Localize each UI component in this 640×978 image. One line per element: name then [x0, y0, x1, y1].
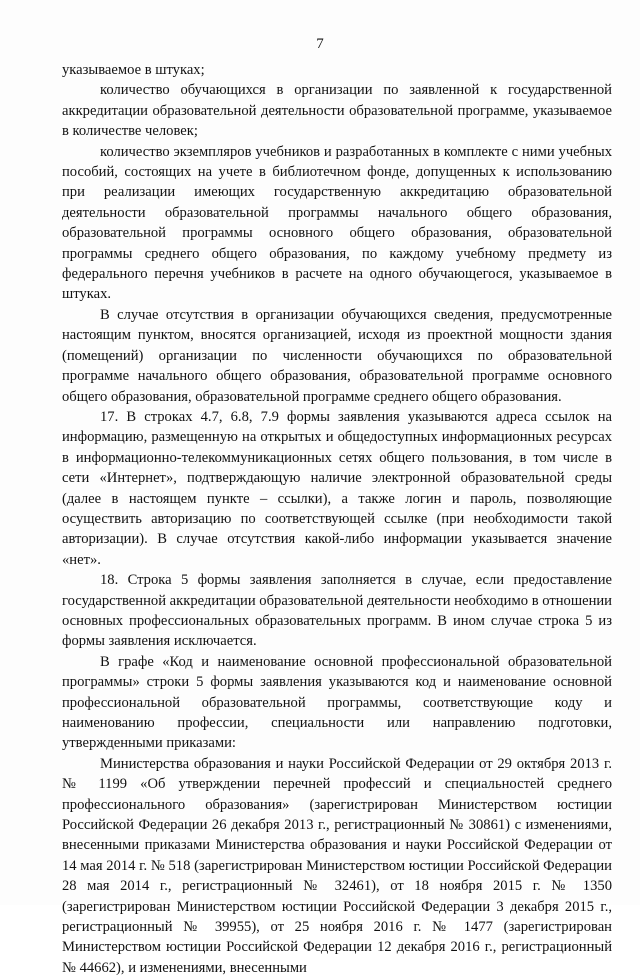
paragraph-continuation: указываемое в штуках;	[62, 62, 205, 78]
document-body	[62, 60, 612, 978]
paragraph-students-count: количество обучающихся в организации по заявленной к государственной аккредитации образовательной деятельности образовательной программе, указываемое в количестве человек;	[62, 82, 612, 140]
paragraph-no-students: В случае отсутствия в организации обучающихся сведения, предусмотренные настоящим пунктом, вносятся организацией, исходя из проектной мощности здания (помещений) организации по численности обучающихся по образовательной программе начального общего образования, образовательной программе основного общего образования, образовательной программе среднего общего образования.	[62, 306, 612, 405]
paragraph-item-18: 18. Строка 5 формы заявления заполняется в случае, если предоставление государственной аккредитации образовательной деятельности необходимо в отношении основных профессиональных образовательных программ. В ином случае строка 5 из формы заявления исключается.	[62, 572, 612, 650]
paragraph-ministry-order: Министерства образования и науки Российской Федерации от 29 октября 2013 г. № 1199 «Об утверждении перечней профессий и специальностей среднего профессионального образования» (зарегистрирован Министерством юстиции Российской Федерации 26 декабря 2013 г., регистрационный № 30861) с изменениями, внесенными приказами Министерства образования и науки Российской Федерации от 14 мая 2014 г. № 518 (зарегистрирован Министерством юстиции Российской Федерации 28 мая 2014 г., регистрационный № 32461), от 18 ноября 2015 г. № 1350 (зарегистрирован Министерством юстиции Российской Федерации 3 декабря 2015 г., регистрационный № 39955), от 25 ноября 2016 г. № 1477 (зарегистрирован Министерством юстиции Российской Федерации 12 декабря 2016 г., регистрационный № 44662), и изменениями, внесенными	[62, 755, 612, 976]
page-number: 7	[316, 36, 324, 52]
paragraph-item-17: 17. В строках 4.7, 6.8, 7.9 формы заявления указываются адреса ссылок на информацию, размещенную на открытых и общедоступных информационных ресурсах в информационно-телекоммуникационных сетях общего пользования, в том числе в сети «Интернет», подтверждающую наличие электронной образовательной среды (далее в настоящем пункте – ссылки), а также логин и пароль, позволяющие осуществить авторизацию по соответствующей ссылке (при необходимости такой авторизации). В случае отсутствия какой-либо информации указывается значение «нет».	[62, 408, 612, 568]
paragraph-program-code: В графе «Код и наименование основной профессиональной образовательной программы» строки 5 формы заявления указываются код и наименование основной профессиональной образовательной программы, соответствующие коду и наименованию профессии, специальности или направлению подготовки, утвержденными приказами:	[62, 653, 612, 752]
paragraph-textbooks-count: количество экземпляров учебников и разработанных в комплекте с ними учебных пособий, состоящих на учете в библиотечном фонде, допущенных к использованию при реализации имеющих государственную аккредитацию образовательной деятельности образовательной программы начального общего образования, образовательной программы основного общего образования, образовательной программы среднего общего образования, по каждому учебному предмету из федерального перечня учебников в расчете на одного обучающегося, указываемое в штуках.	[62, 143, 612, 303]
